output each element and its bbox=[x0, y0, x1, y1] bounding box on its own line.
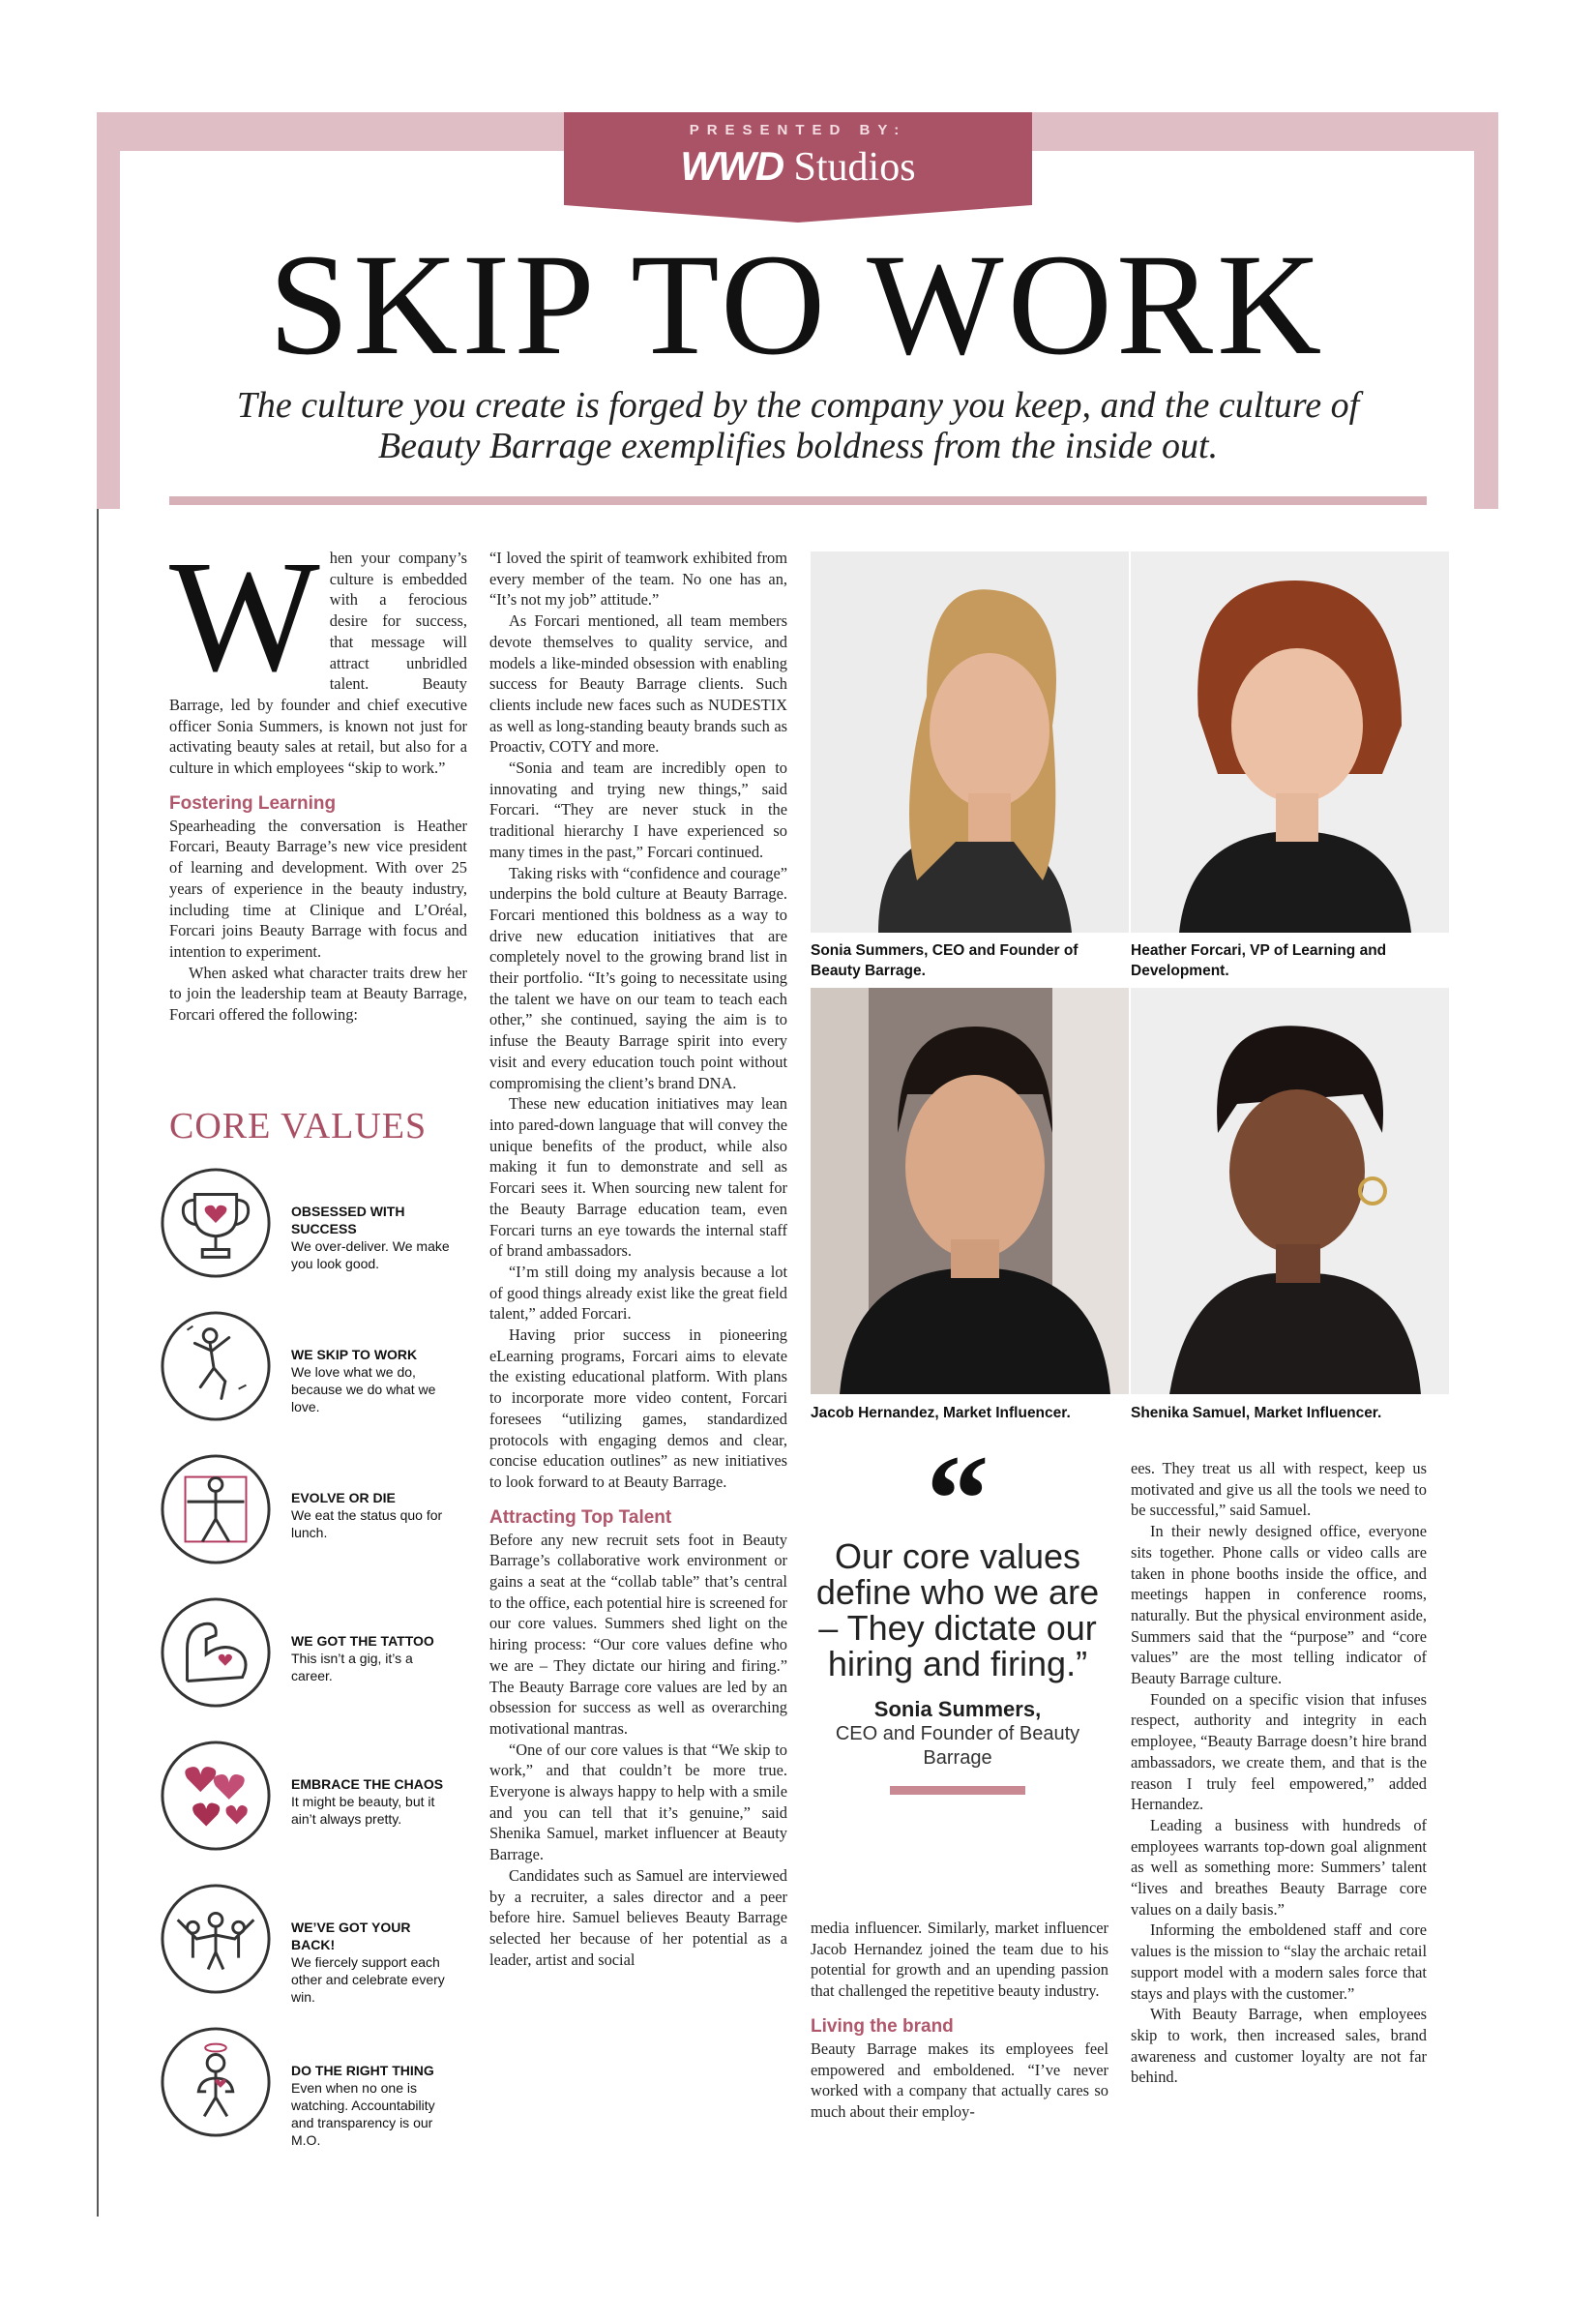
hearts-cluster-icon bbox=[159, 1739, 273, 1853]
portrait-illustration bbox=[811, 988, 1129, 1394]
halo-figure-icon bbox=[159, 2025, 273, 2139]
photo-caption: Sonia Summers, CEO and Founder of Beauty Barrage. bbox=[811, 942, 1079, 979]
value-text: It might be beauty, but it ain’t always pretty. bbox=[291, 1794, 435, 1827]
value-title: WE’VE GOT YOUR BACK! bbox=[291, 1920, 411, 1952]
photo-shenika-samuel bbox=[1131, 988, 1449, 1394]
photo-caption: Heather Forcari, VP of Learning and Development. bbox=[1131, 942, 1387, 979]
article-column-4 bbox=[1131, 1458, 1427, 2088]
skipping-figure-icon bbox=[159, 1309, 273, 1423]
paragraph: As Forcari mentioned, all team members devote themselves to quality service, and models a like-minded obsession with enabling success for Beauty Barrage clients. Such clients include new faces such as NUDESTIX as well as long-standing beauty brands such as Proactiv, COTY and more. bbox=[489, 611, 787, 757]
presented-by-badge bbox=[564, 112, 1032, 205]
value-title: EMBRACE THE CHAOS bbox=[291, 1776, 444, 1792]
paragraph: With Beauty Barrage, when employees skip to work, then increased sales, brand awareness and customer loyalty are not far behind. bbox=[1131, 2005, 1427, 2087]
photo-sonia-summers bbox=[811, 551, 1129, 933]
value-title: DO THE RIGHT THING bbox=[291, 2063, 434, 2078]
core-value-item bbox=[155, 1595, 445, 1721]
paragraph: ees. They treat us all with respect, keep us motivated and give us all the tools we need to be successful,” said Samuel. bbox=[1131, 1459, 1427, 1520]
portrait-illustration bbox=[1131, 551, 1449, 933]
value-text: We fiercely support each other and celebrate every win. bbox=[291, 1954, 445, 2005]
quote-text: Our core values define who we are – They dictate our hiring and firing.” bbox=[815, 1536, 1100, 1683]
paragraph: Leading a business with hundreds of employees warrants top-down goal alignment as well as something more: Summers’ talent “lives and breathes Beauty Barrage core values on a daily basis.” bbox=[1131, 1815, 1427, 1919]
vitruvian-figure-icon bbox=[159, 1452, 273, 1566]
core-value-item bbox=[155, 1166, 450, 1292]
core-value-item bbox=[155, 1882, 445, 2008]
presented-by-label: PRESENTED BY: bbox=[689, 122, 907, 138]
paragraph: Informing the emboldened staff and core values is the mission to “slay the archaic retail support model with a modern sales force that stays and plays with the customer.” bbox=[1131, 1920, 1427, 2003]
paragraph: Spearheading the conversation is Heather Forcari, Beauty Barrage’s new vice president of learning and development. With over 25 years of experience in the beauty industry, including time at Clinique and L’Oréal, Forcari joins Beauty Barrage with focus and intention to experiment. bbox=[169, 816, 467, 961]
drop-cap: W bbox=[169, 527, 320, 704]
subhead-living-the-brand: Living the brand bbox=[811, 2015, 954, 2037]
photo-caption: Jacob Hernandez, Market Influencer. bbox=[811, 1405, 1071, 1421]
paragraph: “One of our core values is that “We skip to work,” and that couldn’t be more true. Everyone is always happy to help with a smile and you can tell that it’s genuine,” said Shenika Samuel, market influencer at Beauty Barrage. bbox=[489, 1740, 787, 1864]
value-text: We eat the status quo for lunch. bbox=[291, 1507, 443, 1540]
value-title: WE GOT THE TATTOO bbox=[291, 1633, 434, 1649]
value-text: We over-deliver. We make you look good. bbox=[291, 1238, 450, 1271]
portrait-illustration bbox=[811, 551, 1129, 933]
paragraph: Before any new recruit sets foot in Beauty Barrage’s collaborative work environment or gains a seat at the “collab table” that’s central to the office, each potential hire is screened for our core values. Summers shed light on the hiring process: “Our core values define who we are – They dictate our hiring and firing.” The Beauty Barrage core values are led by an obsession for success as well as overarching motivational mantras. bbox=[489, 1530, 787, 1738]
paragraph: When asked what character traits drew her to join the leadership team at Beauty Barrage, Forcari offered the following: bbox=[169, 963, 467, 1025]
paragraph: “Sonia and team are incredibly open to innovating and trying new things,” said Forcari. “They are never stuck in the traditional hierarchy I have experienced so many times in the past,” Forcari continued. bbox=[489, 759, 787, 861]
page-title: SKIP TO WORK bbox=[268, 224, 1326, 385]
core-value-item bbox=[155, 2025, 445, 2151]
value-text: Even when no one is watching. Accountability and transparency is our M.O. bbox=[291, 2080, 435, 2148]
subhead-attracting-top-talent: Attracting Top Talent bbox=[489, 1506, 672, 1528]
paragraph: “I’m still doing my analysis because a lot of good things already exist like the great field talent,” added Forcari. bbox=[489, 1262, 787, 1324]
value-text: We love what we do, because we do what we love. bbox=[291, 1364, 436, 1414]
core-values-heading: CORE VALUES bbox=[169, 1106, 428, 1146]
article-column-2 bbox=[489, 548, 787, 1970]
paragraph: Founded on a specific vision that infuses respect, authority and integrity in each employee, “Beauty Barrage doesn’t hire brand ambassadors, we create them, and that is the reason I truly feel empowered,” added Hernandez. bbox=[1131, 1689, 1427, 1814]
value-title: WE SKIP TO WORK bbox=[291, 1347, 418, 1362]
quote-divider bbox=[890, 1786, 1025, 1795]
wwd-studios-logo: WWD Studios bbox=[680, 143, 916, 190]
paragraph: Candidates such as Samuel are interviewed by a recruiter, a sales director and a peer before hire. Samuel believes Beauty Barrage selected her because of her potential as a leader, artist and social bbox=[489, 1865, 787, 1969]
paragraph: Taking risks with “confidence and courage” underpins the bold culture at Beauty Barrage. Forcari mentioned this boldness as a way to drive new education initiatives that are completely novel to the growing brand list in their portfolio. “It’s going to necessitate using the talent we have on our team to teach each other,” she continued, saying the aim is to infuse the Beauty Barrage spirit into every visit and every education touch point without compromising the client’s brand DNA. bbox=[489, 863, 787, 1092]
paragraph: In their newly designed office, everyone sits together. Phone calls or video calls are taken in phone booths inside the office, and meetings happen in conference rooms, naturally. But the physical environment aside, Summers said that the “purpose” and “core values” are the most telling indicator of Beauty Barrage culture. bbox=[1131, 1522, 1427, 1688]
portrait-illustration bbox=[1131, 988, 1449, 1394]
article-column-1 bbox=[169, 527, 467, 1026]
trophy-heart-icon bbox=[159, 1166, 273, 1280]
quote-attribution-name: Sonia Summers, bbox=[873, 1697, 1042, 1721]
paragraph: Beauty Barrage makes its employees feel empowered and emboldened. “I’ve never worked with a company that actually cares so much about their employ- bbox=[811, 2039, 1108, 2121]
photo-caption: Shenika Samuel, Market Influencer. bbox=[1131, 1405, 1382, 1421]
core-value-item bbox=[155, 1452, 445, 1578]
pull-quote bbox=[813, 1430, 1103, 1795]
core-value-item bbox=[155, 1309, 445, 1435]
deck-subtitle: The culture you create is forged by the company you keep, and the culture of Beauty Barrage exemplifies boldness from the inside out. bbox=[236, 385, 1360, 466]
tattooed-arm-icon bbox=[159, 1595, 273, 1710]
team-support-icon bbox=[159, 1882, 273, 1996]
value-title: EVOLVE OR DIE bbox=[291, 1490, 396, 1505]
subhead-fostering-learning: Fostering Learning bbox=[169, 792, 337, 814]
quote-mark-icon: “ bbox=[926, 1430, 990, 1569]
article-column-3 bbox=[811, 1918, 1108, 2123]
paragraph: “I loved the spirit of teamwork exhibited from every member of the team. No one has an, “It’s not my job” attitude.” bbox=[489, 549, 787, 610]
photo-heather-forcari bbox=[1131, 551, 1449, 933]
value-title: OBSESSED WITH SUCCESS bbox=[291, 1204, 405, 1236]
quote-attribution-role: CEO and Founder of Beauty Barrage bbox=[835, 1723, 1080, 1769]
paragraph: These new education initiatives may lean into pared-down language that will convey the unique benefits of the product, while also making it fun to demonstrate and sell as Forcari sees it. When sourcing new talent for the Beauty Barrage education team, even Forcari turns an eye towards the internal staff of brand ambassadors. bbox=[489, 1094, 787, 1261]
core-value-item bbox=[155, 1739, 445, 1864]
title-divider bbox=[169, 496, 1427, 505]
photo-jacob-hernandez bbox=[811, 988, 1129, 1394]
intro-paragraph: hen your company’s culture is embedded with a ferocious desire for success, that message will attract unbridled talent. Beauty Barrage, led by founder and chief executive officer Sonia Summers, is known not just for activating beauty sales at retail, but also for a culture in which employees “skip to work.” bbox=[169, 549, 467, 778]
value-text: This isn’t a gig, it’s a career. bbox=[291, 1651, 413, 1683]
paragraph: media influencer. Similarly, market influencer Jacob Hernandez joined the team due to his potential for growth and an upending passion that challenged the repetitive beauty industry. bbox=[811, 1919, 1108, 2001]
paragraph: Having prior success in pioneering eLearning programs, Forcari aims to elevate the existing educational platform. With plans to incorporate more video content, Forcari foresees “utilizing games, standardized protocols with engaging demos and clear, concise education outlines” as new initiatives to look forward to at Beauty Barrage. bbox=[489, 1325, 787, 1491]
